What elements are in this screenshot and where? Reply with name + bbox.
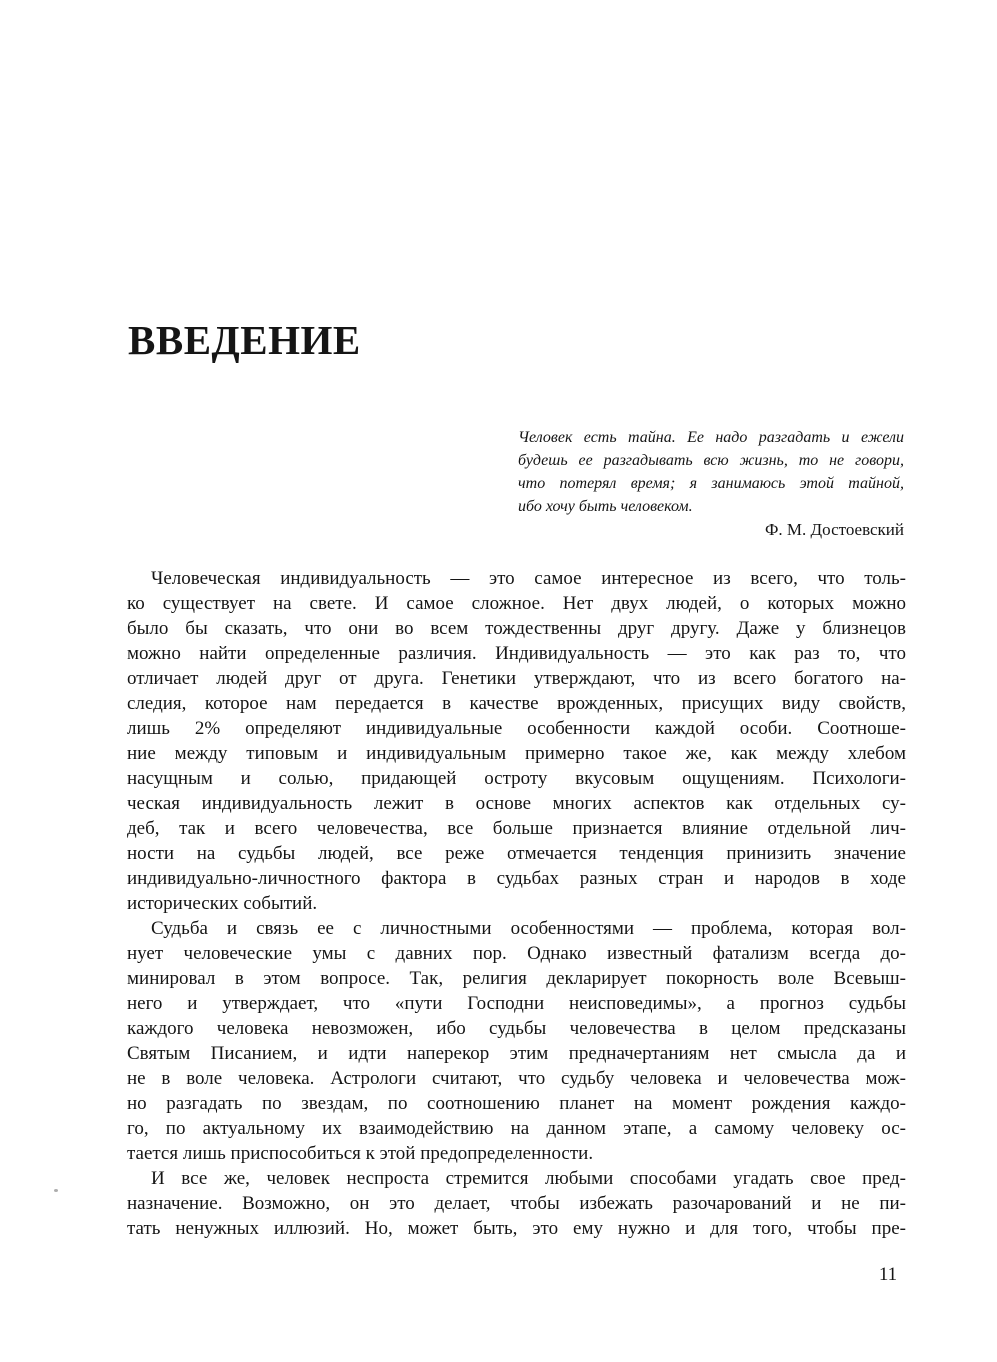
text-line: го, по актуальному их взаимодействию на данном этапе, а самому человеку ос- xyxy=(127,1118,906,1139)
text-line: нует человеческие умы с давних пор. Однако известный фатализм всегда до- xyxy=(127,943,906,964)
text-line: каждого человека невозможен, ибо судьбы человечества в целом предсказаны xyxy=(127,1018,906,1039)
text-line: исторических событий. xyxy=(127,893,318,914)
text-line: тается лишь приспособиться к этой предопределенности. xyxy=(127,1143,594,1164)
text-line: лишь 2% определяют индивидуальные особенности каждой особи. Соотноше- xyxy=(127,718,906,739)
text-line: но разгадать по звездам, по соотношению планет на момент рождения каждо- xyxy=(127,1093,906,1114)
text-line: назначение. Возможно, он это делает, чтобы избежать разочарований и не пи- xyxy=(127,1193,906,1214)
text-line: ко существует на свете. И самое сложное. Нет двух людей, о которых можно xyxy=(127,593,906,614)
text-line: было бы сказать, что они во всем тождественны друг другу. Даже у близнецов xyxy=(127,618,906,639)
text-line: ние между типовым и индивидуальным примерно такое же, как между хлебом xyxy=(127,743,906,764)
text-line: деб, так и всего человечества, все больше признается влияние отдельной лич- xyxy=(127,818,906,839)
epigraph-line: Человек есть тайна. Ее надо разгадать и ежели xyxy=(518,429,904,446)
text-line: И все же, человек неспроста стремится любыми способами угадать свое пред- xyxy=(151,1168,906,1189)
text-line: отличает людей друг от друга. Генетики утверждают, что из всего богатого на- xyxy=(127,668,906,689)
body-text xyxy=(127,566,906,1241)
text-line: ческая индивидуальность лежит в основе многих аспектов как отдельных су- xyxy=(127,793,906,814)
epigraph-line: будешь ее разгадывать всю жизнь, то не говори, xyxy=(518,452,904,469)
chapter-title: ВВЕДЕНИЕ xyxy=(128,317,361,363)
text-line: насущным и солью, придающей остроту вкусовым ощущениям. Психологи- xyxy=(127,768,906,789)
epigraph xyxy=(518,426,904,518)
text-line: следия, которое нам передается в качестве врожденных, присущих виду свойств, xyxy=(127,693,906,714)
text-line: Святым Писанием, и идти наперекор этим предначертаниям нет смысла да и xyxy=(127,1043,906,1064)
text-line: можно найти определенные различия. Индивидуальность — это как раз то, что xyxy=(127,643,906,664)
text-line: минировал в этом вопросе. Так, религия декларирует покорность воле Всевыш- xyxy=(127,968,906,989)
text-line: него и утверждает, что «пути Господни неисповедимы», а прогноз судьбы xyxy=(127,993,906,1014)
page-number: 11 xyxy=(878,1264,898,1285)
text-line: тать ненужных иллюзий. Но, может быть, это ему нужно и для того, чтобы пре- xyxy=(127,1218,906,1239)
epigraph-line: ибо хочу быть человеком. xyxy=(518,498,693,515)
scan-artifact-dot xyxy=(54,1189,58,1192)
text-line: не в воле человека. Астрологи считают, что судьбу человека и человечества мож- xyxy=(127,1068,906,1089)
text-line: индивидуально-личностного фактора в судьбах разных стран и народов в ходе xyxy=(127,868,906,889)
text-line: ности на судьбы людей, все реже отмечается тенденция принизить значение xyxy=(127,843,906,864)
text-line: Судьба и связь ее с личностными особенностями — проблема, которая вол- xyxy=(151,918,906,939)
epigraph-line: что потерял время; я занимаюсь этой тайной, xyxy=(518,475,904,492)
text-line: Человеческая индивидуальность — это самое интересное из всего, что толь- xyxy=(151,568,906,589)
epigraph-attribution: Ф. М. Достоевский xyxy=(765,520,904,539)
